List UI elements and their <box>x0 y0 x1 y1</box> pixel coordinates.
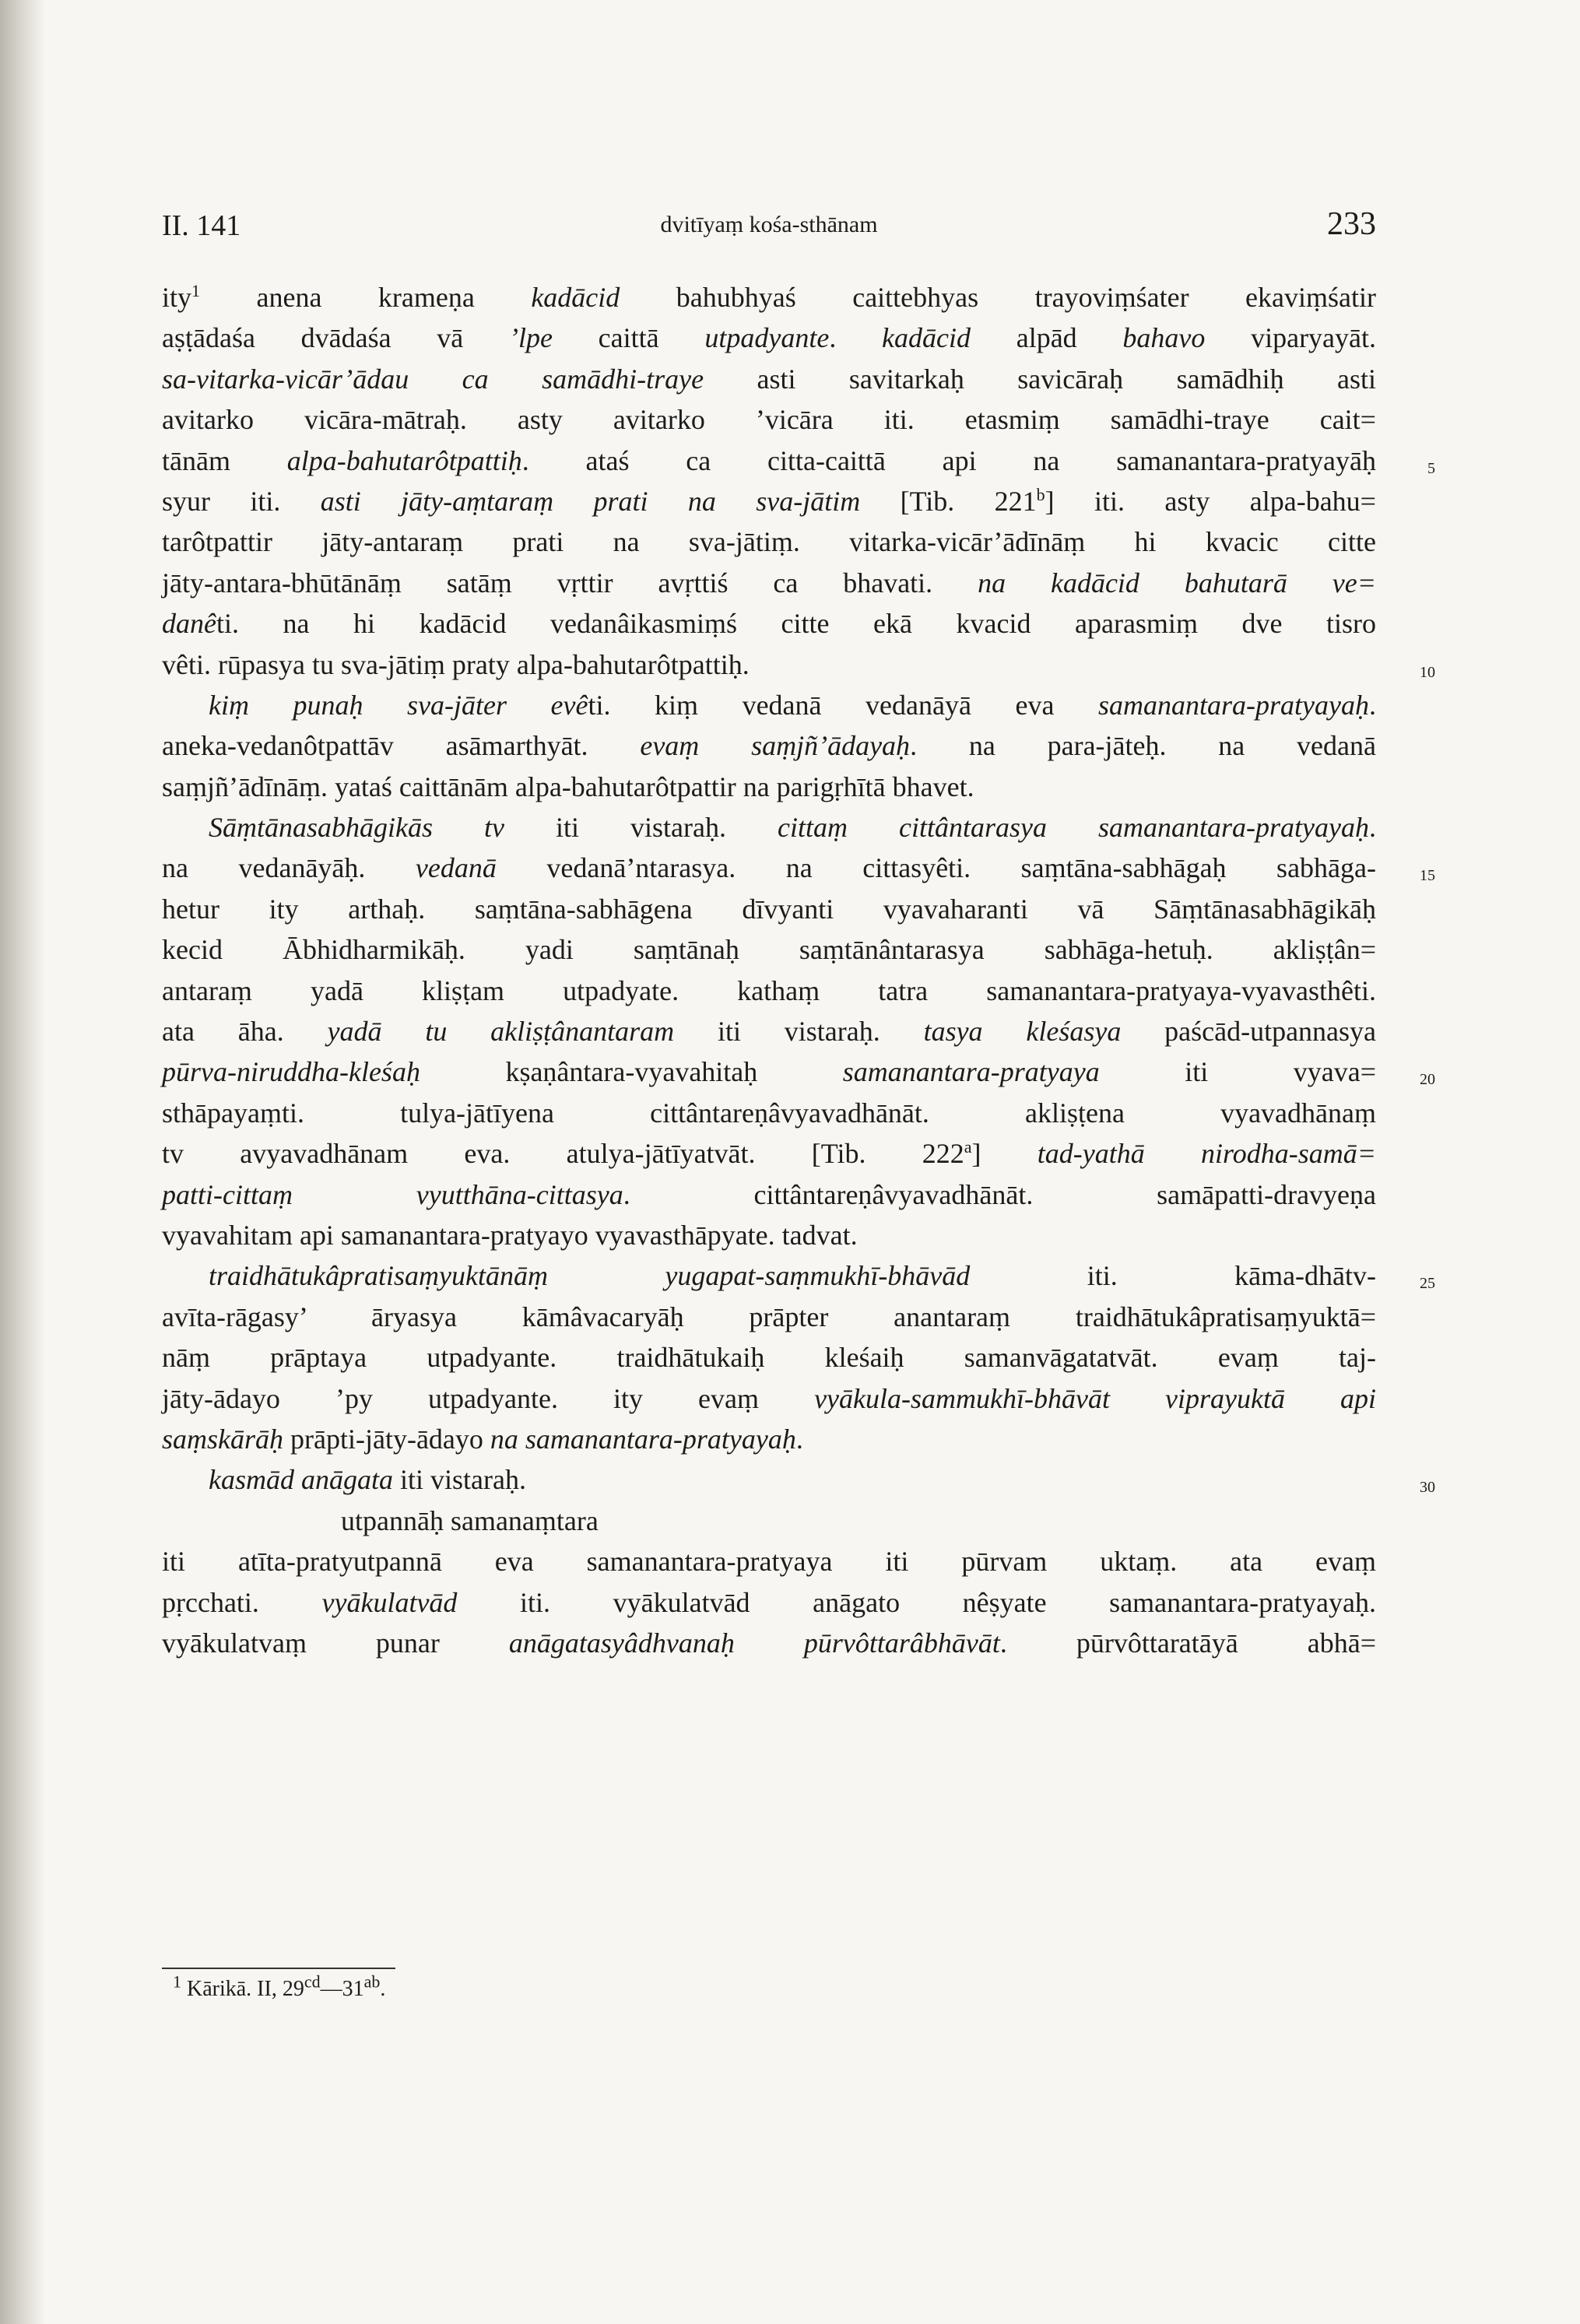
text-segment: utpannāḥ samanaṃtara <box>341 1504 599 1536</box>
italic-segment: anāgatasyâdhvanaḥ pūrvôttarâbhāvāt <box>508 1627 1000 1659</box>
text-segment: tarôtpattir jāty-antaraṃ prati na sva-jātiṃ. vitarka-vicār’ādīnāṃ hi kvacic citte <box>162 526 1376 558</box>
text-line <box>162 1133 1376 1174</box>
italic-segment: sa-vitarka-vicār’ādau ca samādhi-traye <box>162 363 704 395</box>
text-segment: ti. na hi kadācid vedanâikasmiṃś citte ekā kvacid aparasmiṃ dve tisro <box>216 608 1376 640</box>
text-line <box>162 767 1376 807</box>
text-segment: hetur ity arthaḥ. saṃtāna-sabhāgena dīvyanti vyavaharanti vā Sāṃtānasabhāgikāḥ <box>162 893 1376 925</box>
text-segment: sthāpayaṃti. tulya-jātīyena cittântareṇâvyavadhānāt. akliṣṭena vyavadhānaṃ <box>162 1097 1376 1129</box>
text-segment: syur iti. <box>162 485 321 517</box>
text-line <box>162 971 1376 1011</box>
text-segment: ti. kiṃ vedanā vedanāyā eva <box>588 689 1098 721</box>
text-segment: iti. vyākulatvād anāgato nêṣyate samanantara-pratyayaḥ. <box>457 1586 1376 1618</box>
text-segment: asti savitarkaḥ savicāraḥ samādhiḥ asti <box>704 363 1377 395</box>
text-line <box>162 603 1376 644</box>
text-segment: aṣṭādaśa dvādaśa vā <box>162 322 509 354</box>
italic-segment: kadācid <box>531 282 620 313</box>
text-segment: iti vistaraḥ. <box>674 1016 924 1048</box>
text-line <box>162 1459 1435 1500</box>
text-segment: iti vistaraḥ. <box>393 1464 526 1496</box>
text-segment: vêti. rūpasya tu sva-jātiṃ praty alpa-bahutarôtpattiḥ. <box>162 648 750 680</box>
italic-segment: evaṃ saṃjñ’ādayaḥ <box>640 730 911 762</box>
text-line <box>162 644 1435 685</box>
section-reference: II. 141 <box>162 209 241 242</box>
book-binding-shadow <box>0 0 45 2324</box>
text-segment: [Tib. 221 <box>860 485 1037 517</box>
text-line <box>162 399 1376 440</box>
text-segment: bahubhyaś caittebhyas trayoviṃśater ekaviṃśatir <box>620 282 1376 313</box>
italic-segment: bahavo <box>1122 322 1206 354</box>
italic-segment: na samanantara-pratyayaḥ <box>490 1423 796 1455</box>
text-segment: . <box>829 322 883 354</box>
text-segment: kecid Ābhidharmikāḥ. yadi saṃtānaḥ saṃtānântarasya sabhāga-hetuḥ. akliṣṭân= <box>162 934 1376 966</box>
text-segment: . ataś ca citta-caittā api na samanantara-pratyayāḥ <box>521 444 1376 476</box>
text-segment: kṣaṇântara-vyavahitaḥ <box>420 1056 843 1088</box>
italic-segment: tasya kleśasya <box>923 1016 1122 1048</box>
footnote-marker: 1 <box>173 1971 181 1992</box>
footnote-end: . <box>380 1977 386 2001</box>
text-segment: vyākulatvaṃ punar <box>162 1627 509 1659</box>
line-number: 30 <box>1420 1479 1435 1497</box>
text-line <box>162 481 1376 521</box>
text-line <box>162 725 1376 766</box>
text-line <box>162 1255 1435 1296</box>
text-segment: caittā <box>552 322 705 354</box>
italic-segment: Sāṃtānasabhāgikās tv <box>209 812 504 844</box>
text-line <box>162 1051 1435 1092</box>
italic-segment: pūrva-niruddha-kleśaḥ <box>162 1056 420 1088</box>
line-number: 10 <box>1420 663 1435 681</box>
superscript: a <box>964 1137 972 1157</box>
text-line <box>162 441 1435 481</box>
text-segment: nāṃ prāptaya utpadyante. traidhātukaiḥ kleśaiḥ samanvāgatatvāt. evaṃ taj- <box>162 1342 1376 1374</box>
text-line <box>162 1378 1376 1419</box>
text-line <box>162 848 1435 888</box>
running-title: dvitīyaṃ kośa-sthānam <box>660 212 878 237</box>
italic-segment: samanantara-pratyaya <box>842 1056 1100 1088</box>
text-line <box>162 1011 1376 1051</box>
text-segment: alpād <box>971 322 1123 354</box>
italic-segment: na kadācid bahutarā ve= <box>978 567 1376 599</box>
italic-segment: utpadyante <box>704 322 830 354</box>
text-segment: anena krameṇa <box>200 282 532 313</box>
text-segment: vyavahitam api samanantara-pratyayo vyavasthāpyate. tadvat. <box>162 1219 858 1251</box>
text-segment: jāty-antara-bhūtānāṃ satāṃ vṛttir avṛttiś ca bhavati. <box>162 567 978 599</box>
italic-segment: vedanā <box>415 852 497 884</box>
text-segment: . na para-jāteḥ. na vedanā <box>910 730 1376 762</box>
text-segment: iti vistaraḥ. <box>504 812 778 844</box>
text-segment: viparyayāt. <box>1205 322 1377 354</box>
text-segment: ] <box>971 1138 1038 1170</box>
text-line <box>162 1582 1376 1623</box>
text-line <box>162 929 1376 970</box>
italic-segment: samanantara-pratyayaḥ <box>1098 689 1369 721</box>
footnote-range: —31 <box>320 1977 364 2001</box>
text-segment: ata āha. <box>162 1016 328 1048</box>
text-line <box>162 359 1376 399</box>
footnote-rule <box>162 1968 395 1969</box>
line-number: 20 <box>1420 1071 1435 1089</box>
italic-segment: ’lpe <box>509 322 553 354</box>
italic-segment: danê <box>162 608 216 640</box>
superscript: b <box>1036 484 1045 504</box>
text-segment: tānām <box>162 444 287 476</box>
text-segment: iti vyava= <box>1099 1056 1377 1088</box>
footnote-sup-2: ab <box>363 1971 381 1992</box>
main-text <box>162 277 1435 1663</box>
text-segment: iti. kāma-dhātv- <box>970 1260 1376 1292</box>
line-number: 5 <box>1427 459 1435 477</box>
italic-segment: alpa-bahutarôtpattiḥ <box>286 444 522 476</box>
text-line <box>162 563 1376 603</box>
line-number: 25 <box>1420 1275 1435 1293</box>
text-line <box>162 1541 1376 1582</box>
italic-segment: traidhātukâpratisaṃyuktānāṃ yugapat-saṃmukhī-bhāvād <box>209 1260 971 1292</box>
italic-segment: yadā tu akliṣṭânantaram <box>327 1016 675 1048</box>
text-segment: ity <box>162 282 192 313</box>
line-number: 15 <box>1420 867 1435 885</box>
text-segment: jāty-ādayo ’py utpadyante. ity evaṃ <box>162 1382 815 1414</box>
text-segment: . pūrvôttaratāyā abhā= <box>999 1627 1377 1659</box>
italic-segment: asti jāty-aṃtaraṃ prati na sva-jātim <box>320 485 861 517</box>
text-segment: . <box>795 1423 803 1455</box>
text-segment: na vedanāyāḥ. <box>162 852 416 884</box>
text-segment: vedanā’ntarasya. na cittasyêti. saṃtāna-sabhāgaḥ sabhāga- <box>496 852 1376 884</box>
text-segment: antaraṃ yadā kliṣṭam utpadyate. kathaṃ tatra samanantara-pratyaya-vyavasthêti. <box>162 974 1376 1006</box>
text-segment: iti atīta-pratyutpannā eva samanantara-pratyaya iti pūrvam uktaṃ. ata evaṃ <box>162 1546 1376 1578</box>
italic-segment: tad-yathā nirodha-samā= <box>1037 1138 1376 1170</box>
text-line <box>162 521 1376 562</box>
text-line <box>162 1501 1376 1541</box>
text-segment: tv avyavadhānam eva. atulya-jātīyatvāt. [Tib. 222 <box>162 1138 964 1170</box>
page-header <box>162 206 1376 255</box>
text-line <box>162 318 1376 358</box>
superscript: 1 <box>191 281 201 300</box>
text-line <box>162 1093 1376 1133</box>
italic-segment: vyākulatvād <box>321 1586 458 1618</box>
text-line <box>162 1337 1376 1378</box>
text-segment: saṃjñ’ādīnāṃ. yataś caittānām alpa-bahutarôtpattir na parigṛhītā bhavet. <box>162 771 974 802</box>
italic-segment: cittaṃ cittântarasya samanantara-pratyayaḥ <box>778 812 1369 844</box>
text-line <box>162 1174 1376 1215</box>
italic-segment: vyākula-sammukhī-bhāvāt viprayuktā api <box>814 1382 1376 1414</box>
text-segment: pṛcchati. <box>162 1586 322 1618</box>
text-line <box>162 807 1376 848</box>
footnote-sup-1: cd <box>304 1971 321 1992</box>
text-segment: . <box>1369 812 1376 844</box>
text-line <box>162 1623 1376 1663</box>
text-segment: . <box>1368 689 1376 721</box>
page-number: 233 <box>1327 206 1376 242</box>
text-line <box>162 1215 1376 1255</box>
text-segment: prāpti-jāty-ādayo <box>283 1423 490 1455</box>
text-line <box>162 889 1376 929</box>
italic-segment: patti-cittaṃ vyutthāna-cittasya <box>162 1178 623 1210</box>
footnote-text: Kārikā. II, 29 <box>187 1977 304 2001</box>
text-line <box>162 1297 1376 1337</box>
text-line <box>162 1419 1376 1459</box>
text-segment: paścād-utpannasya <box>1121 1016 1377 1048</box>
footnote <box>173 1971 386 2002</box>
text-segment: ] iti. asty alpa-bahu= <box>1045 485 1376 517</box>
text-segment: aneka-vedanôtpattāv asāmarthyāt. <box>162 730 641 762</box>
text-segment: avitarko vicāra-mātraḥ. asty avitarko ’vicāra iti. etasmiṃ samādhi-traye cait= <box>162 404 1376 436</box>
text-line <box>162 685 1376 725</box>
text-segment: avīta-rāgasy’ āryasya kāmâvacaryāḥ prāpter anantaraṃ traidhātukâpratisaṃyuktā= <box>162 1301 1376 1332</box>
text-line <box>162 277 1376 318</box>
italic-segment: kiṃ punaḥ sva-jāter evê <box>209 689 588 721</box>
text-segment: . cittântareṇâvyavadhānāt. samāpatti-dravyeṇa <box>623 1178 1377 1210</box>
italic-segment: kadācid <box>882 322 971 354</box>
italic-segment: kasmād anāgata <box>209 1464 393 1496</box>
italic-segment: saṃskārāḥ <box>162 1423 284 1455</box>
